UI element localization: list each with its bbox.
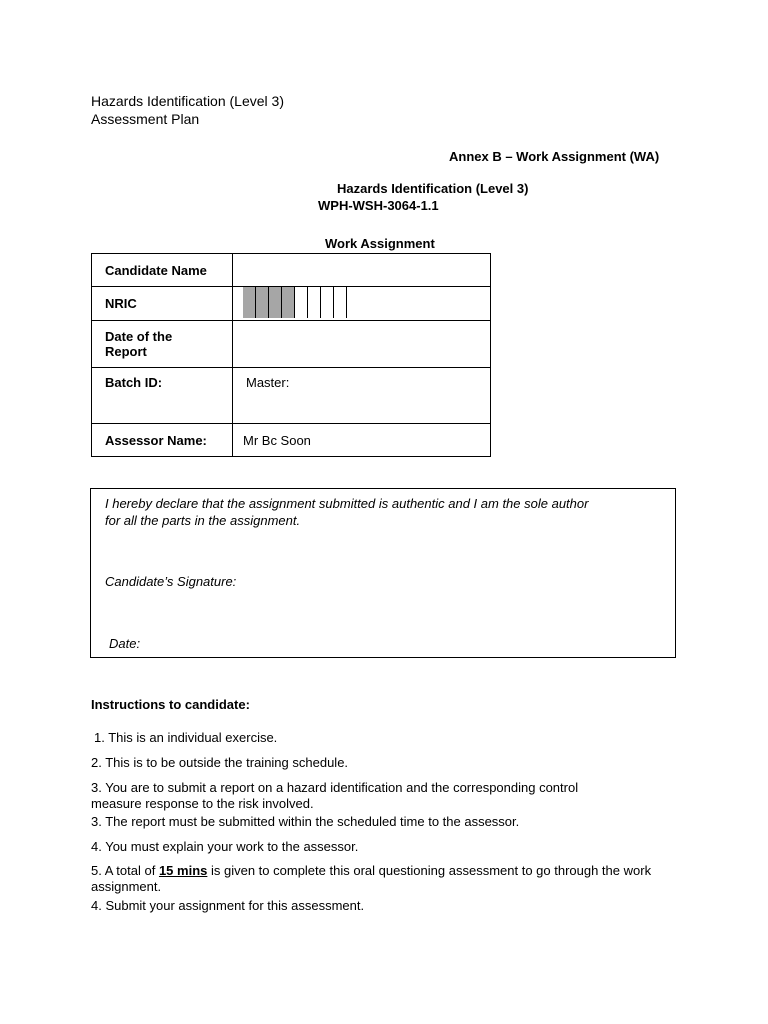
declaration-line-1: I hereby declare that the assignment submitted is authentic and I am the sole author [105, 496, 589, 511]
declaration-box [90, 488, 676, 658]
instruction-item-2: 2. This is to be outside the training schedule. [91, 755, 349, 770]
instruction-item-4b: 4. Submit your assignment for this assessment. [91, 898, 365, 913]
nric-label: NRIC [92, 287, 233, 321]
document-subtitle: Assessment Plan [91, 111, 200, 127]
nric-box [256, 287, 269, 318]
instruction-item-5 [91, 863, 671, 895]
document-title: Hazards Identification (Level 3) [91, 93, 284, 109]
instruction-item-5-prefix: 5. A total of [91, 863, 159, 878]
assessor-name-label: Assessor Name: [92, 424, 233, 457]
candidate-name-row [92, 254, 491, 287]
declaration-statement [105, 495, 645, 529]
batch-id-row [92, 368, 491, 424]
nric-box [321, 287, 334, 318]
candidate-name-label: Candidate Name [92, 254, 233, 287]
nric-box [282, 287, 295, 318]
instruction-item-5-duration: 15 mins [158, 863, 208, 878]
nric-box [308, 287, 321, 318]
nric-field[interactable] [233, 287, 491, 321]
batch-id-label: Batch ID: [92, 368, 233, 424]
annex-heading: Annex B – Work Assignment (WA) [449, 149, 660, 164]
nric-character-boxes [243, 287, 490, 320]
instruction-item-4a: 4. You must explain your work to the assessor. [91, 839, 359, 854]
report-date-label-line1: Date of the [105, 329, 173, 344]
nric-box [295, 287, 308, 318]
instruction-item-5-suffix: is given to complete this oral questioning assessment to go through the work assignment. [91, 863, 652, 894]
report-date-row [92, 321, 491, 368]
instruction-item-3b: 3. The report must be submitted within the scheduled time to the assessor. [91, 814, 520, 829]
candidate-info-table [91, 253, 491, 457]
instruction-item-1: 1. This is an individual exercise. [94, 730, 278, 745]
candidate-signature-label: Candidate’s Signature: [105, 574, 237, 589]
assessor-name-row [92, 424, 491, 457]
report-date-label [92, 321, 233, 368]
report-date-label-line2: Report [105, 344, 147, 359]
report-date-field[interactable] [233, 321, 491, 368]
assessor-name-field[interactable]: Mr Bc Soon [233, 424, 491, 457]
instructions-title: Instructions to candidate: [91, 697, 250, 712]
candidate-name-field[interactable] [233, 254, 491, 287]
declaration-date-label: Date: [109, 636, 141, 651]
batch-id-field[interactable]: Master: [233, 368, 491, 424]
instruction-item-3a: 3. You are to submit a report on a hazard identification and the corresponding control measure response to the risk involved. [91, 780, 579, 811]
nric-box [243, 287, 256, 318]
nric-box [334, 287, 347, 318]
course-code: WPH-WSH-3064-1.1 [318, 198, 439, 213]
declaration-line-2: for all the parts in the assignment. [105, 513, 301, 528]
nric-row [92, 287, 491, 321]
nric-box [269, 287, 282, 318]
course-title: Hazards Identification (Level 3) [337, 181, 529, 196]
section-title: Work Assignment [325, 236, 435, 251]
